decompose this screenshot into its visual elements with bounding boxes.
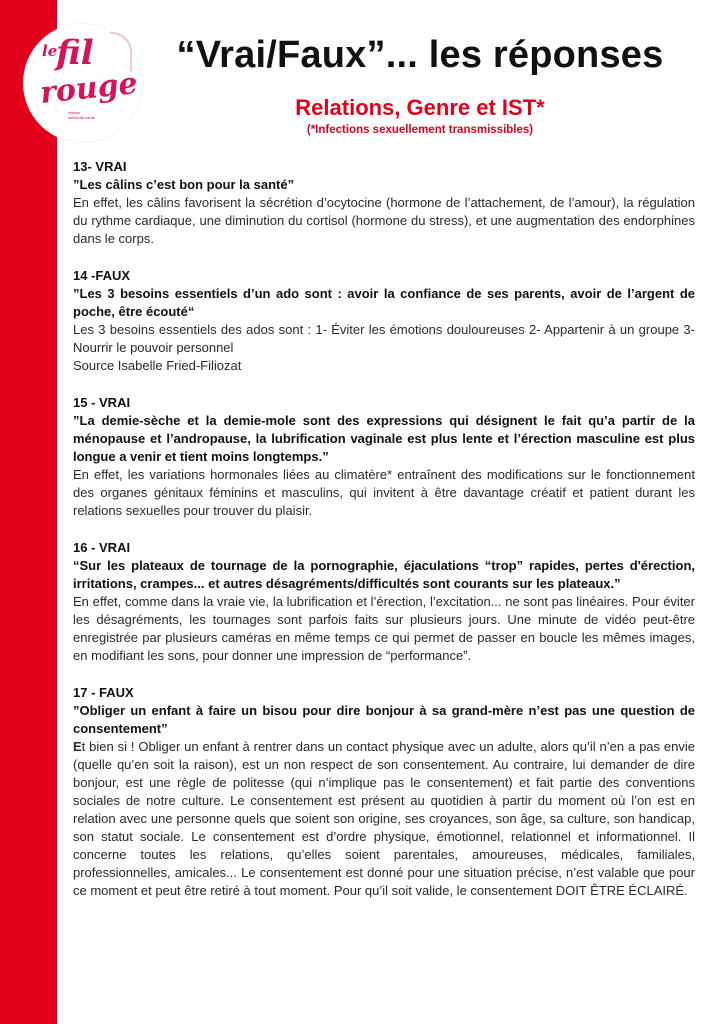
item-explanation: En effet, les câlins favorisent la sécrétion d’ocytocine (hormone de l’attachement, de l’amour), la régulation du rythme cardiaque, une diminution du cortisol (hormone du stress), et une augmentation des endorphines dans le corps. [73,195,695,246]
answers-list [73,158,695,919]
subtitle-note: (*Infections sexuellement transmissibles) [306,124,534,136]
red-side-bar [0,0,57,1024]
item-statement: ”Les 3 besoins essentiels d’un ado sont : avoir la confiance de ses parents, avoir de l’argent de poche, être écouté“ [73,286,695,319]
item-number: 14 -FAUX [73,268,131,283]
fil-rouge-logo [24,24,142,142]
answer-item-16 [73,539,695,665]
logo-word-fil: fil [56,33,94,73]
logo-word-le: le [42,42,58,60]
item-number: 17 - FAUX [73,685,134,700]
item-number: 15 - VRAI [73,395,131,410]
item-explanation: En effet, les variations hormonales liées au climatère* entraînent des modifications sur le fonctionnement des organes génitaux féminins et masculins, qui invitent à être davantage créatif et patient durant les relations sexuelles pour trouver du plaisir. [73,467,695,518]
item-statement: ”La demie-sèche et la demie-mole sont des expressions qui désignent le fait qu’a partir de la ménopause et l’andropause, la lubrification vaginale est plus lente et l’érection masculine est plus longue a venir et tient moins longtemps.” [73,413,695,464]
explanation-text: t bien si ! Obliger un enfant à rentrer dans un contact physique avec un adulte, alors qu’il n’en a pas envie (quelle qu’en soit la raison), est un non respect de son consentement. Au contraire, lui demander de dire bonjour, est une règle de politesse (qui n’implique pas le consentement) et fait partie des conventions sociales de notre culture. Le consentement est présent au quotidien à partir du moment où l’on est en relation avec une personne quels que soient son origine, ses croyances, son âge, sa culture, son handicap, son statut sociale. Le consentement est d’ordre physique, émotionnel, relationnel et informationnel. Il concerne toutes les relations, qu’elles soient parentales, amoureuses, médicales, familiales, professionnelles, amicales... Le consentement est donné pour une situation précise, n’est valable que pour ce moment et peut être retiré à tout moment. Pour qu’il soit valide, le consentement DOIT ÊTRE ÉCLAIRÉ. [73,739,695,898]
answer-item-13 [73,158,695,248]
item-explanation: Les 3 besoins essentiels des ados sont : 1- Éviter les émotions douloureuses 2- Appartenir à un groupe 3- Nourrir le pouvoir personnel [73,322,695,355]
answer-item-17 [73,684,695,900]
explanation-lead-letter: E [73,739,82,754]
answer-item-14 [73,267,695,375]
item-explanation: En effet, comme dans la vraie vie, la lubrification et l’érection, l’excitation... ne sont pas linéaires. Pour éviter les désagréments, les tournages sont parfois faits sur plusieurs jours. Une minute de vidéo peut-être enregistrée par plusieurs caméras en même temps ce qui permet de passer en boucle les mêmes images, en modifiant les sons, pour donner une impression de “performance”. [73,594,695,663]
item-source: Source Isabelle Fried-Filiozat [73,358,242,373]
page-title: “Vrai/Faux”... les réponses [176,34,664,76]
answer-item-15 [73,394,695,520]
item-statement: ”Les câlins c’est bon pour la santé” [73,177,295,192]
item-number: 16 - VRAI [73,540,131,555]
item-explanation [73,738,695,900]
item-statement: ”Obliger un enfant à faire un bisou pour dire bonjour à sa grand-mère n’est pas une question de consentement” [73,703,695,736]
item-statement: “Sur les plateaux de tournage de la pornographie, éjaculations “trop” rapides, pertes d'érection, irritations, crampes... et autres désagréments/difficultés sont courants sur les plateaux.” [73,558,695,591]
item-number: 13- VRAI [73,159,127,174]
logo-word-rouge: rouge [38,65,140,112]
logo-tagline: réseau solidarité santé [68,110,95,120]
page-subtitle: Relations, Genre et IST* [295,95,545,120]
